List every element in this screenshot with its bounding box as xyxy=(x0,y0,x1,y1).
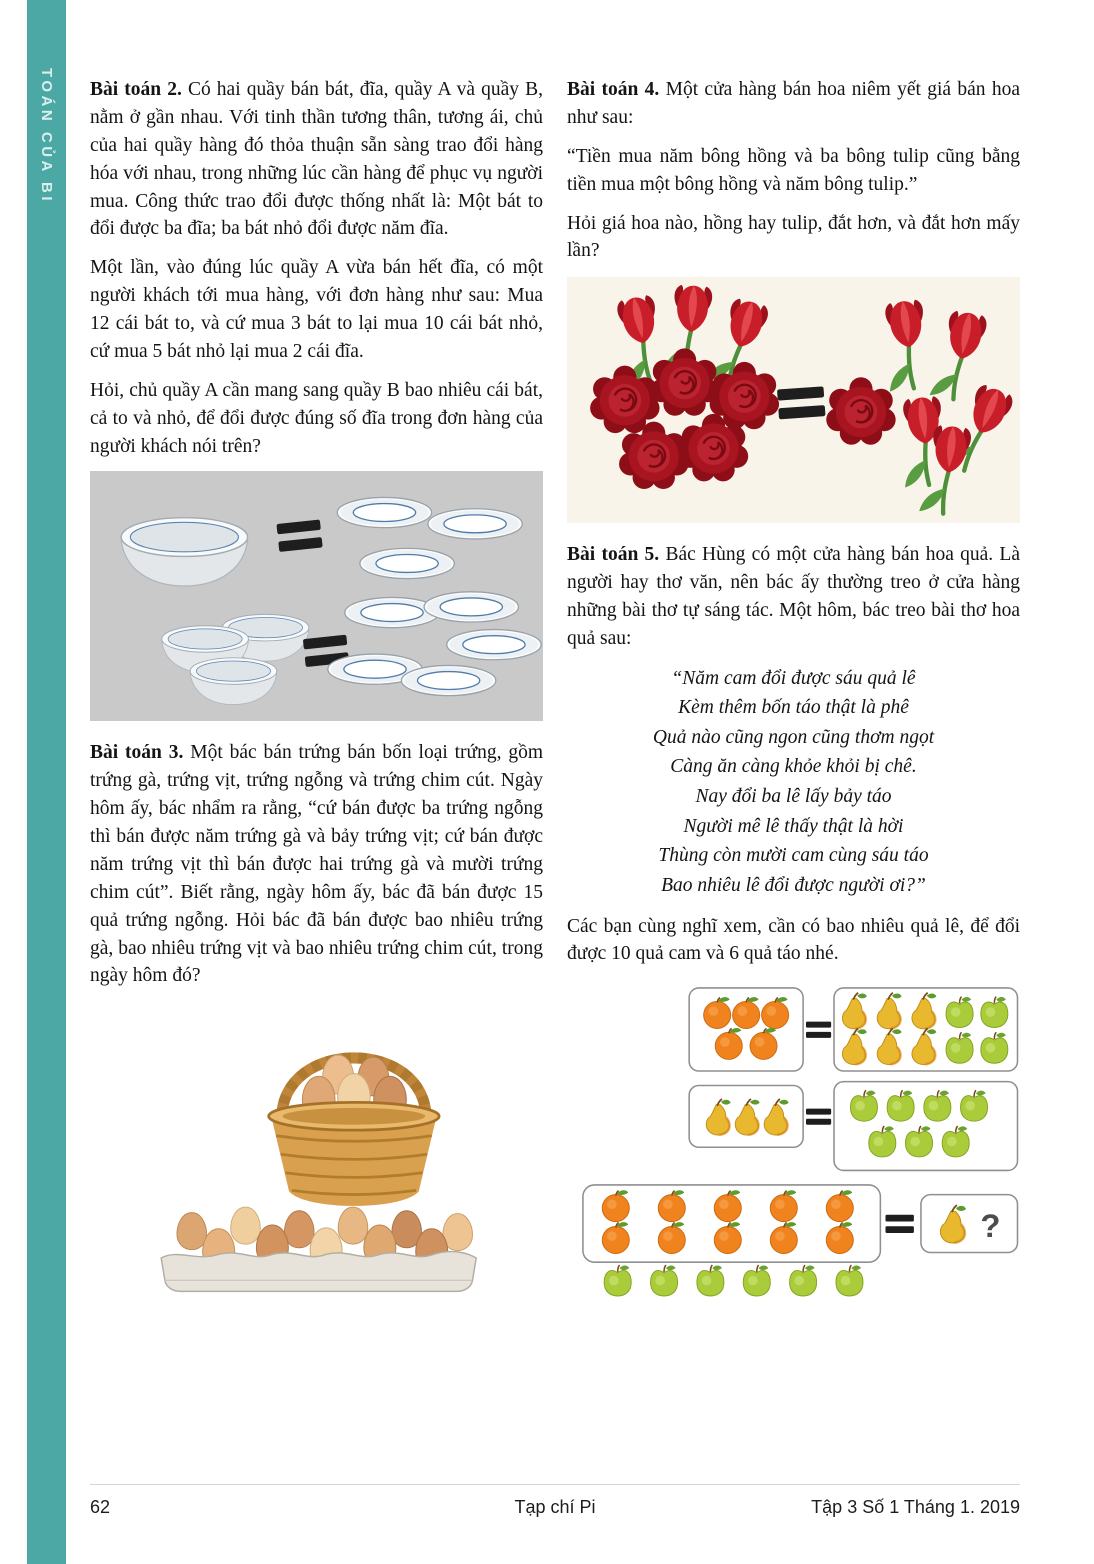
plate-icon xyxy=(360,549,454,579)
apple-icon xyxy=(836,1265,863,1296)
eggs-figure xyxy=(90,1006,543,1298)
problem-4-text-1: Một cửa hàng bán hoa niêm yết giá bán hoa như sau: xyxy=(567,79,1021,128)
egg-icon xyxy=(338,1207,368,1244)
left-column xyxy=(90,76,543,1310)
plate-icon xyxy=(337,498,431,528)
apple-icon xyxy=(696,1265,723,1296)
flowers-figure xyxy=(567,277,1020,523)
poem-line: Bao nhiêu lê đổi được người ơi?” xyxy=(661,874,926,896)
apple-icon xyxy=(604,1265,631,1296)
poem-line: Thùng còn mười cam cùng sáu táo xyxy=(658,845,929,867)
egg-icon xyxy=(284,1211,314,1248)
problem-3-label: Bài toán 3. xyxy=(90,742,184,764)
plate-icon xyxy=(428,509,522,539)
page-footer xyxy=(90,1484,1020,1518)
problem-3-text-1: Một bác bán trứng bán bốn loại trứng, gồm trứng gà, trứng vịt, trứng ngỗng và trứng chim cút. Ngày hôm ấy, bác nhẩm ra rằng, “cứ bán được ba trứng ngỗng thì bán được năm trứng gà và bảy trứng vịt; cứ bán được năm trứng vịt thì bán được hai trứng gà và mười trứng chim cút”. Biết rằng, ngày hôm ấy, bác đã bán được 15 quả trứng ngỗng. Hỏi bác đã bán được bao nhiêu trứng gà, bao nhiêu trứng vịt và bao nhiêu trứng chim cút, trong ngày hôm đó? xyxy=(90,742,544,987)
problem-2-text-1: Có hai quầy bán bát, đĩa, quầy A và quầy B, nằm ở gần nhau. Với tinh thần tương thân, tương ái, chủ của hai quầy hàng đó thỏa thuận sẵn sàng trao đổi hàng hóa với nhau, trong những lúc cần hàng để phục vụ người mua. Công thức trao đổi được thống nhất là: Một bát to đổi được ba đĩa; ba bát nhỏ đổi được năm đĩa. xyxy=(90,79,544,240)
apple-icon xyxy=(743,1265,770,1296)
problem-4-label: Bài toán 4. xyxy=(567,79,660,100)
fruit-poem xyxy=(567,664,1020,901)
page-content xyxy=(90,76,1020,1310)
spine-title: TOÁN CỦA BI xyxy=(38,68,55,204)
apple-icon xyxy=(789,1265,816,1296)
plate-icon xyxy=(401,666,495,696)
problem-4-paragraph-3: Hỏi giá hoa nào, hồng hay tulip, đắt hơn, và đắt hơn mấy lần? xyxy=(567,212,1020,262)
poem-line: Nay đổi ba lê lấy bảy táo xyxy=(695,786,892,808)
basket-rim-inner xyxy=(282,1108,425,1125)
problem-4-paragraph-2: “Tiền mua năm bông hồng và ba bông tulip cũng bằng tiền mua một bông hồng và năm bông tulip.” xyxy=(567,145,1020,195)
plate-icon xyxy=(424,592,518,622)
problem-5-text-1: Bác Hùng có một cửa hàng bán hoa quả. Là người hay thơ văn, nên bác ấy thường treo ở cửa hàng những bài thơ tự sáng tác. Một hôm, bác treo bài thơ hoa quả sau: xyxy=(567,544,1020,649)
bowls-plates-figure xyxy=(90,471,543,721)
egg-icon xyxy=(230,1207,260,1244)
poem-line: Quả nào cũng ngon cũng thơm ngọt xyxy=(652,726,935,748)
equals-icon xyxy=(885,1215,913,1233)
problem-5-label: Bài toán 5. xyxy=(567,544,660,566)
problem-2-paragraph-3: Hỏi, chủ quầy A cần mang sang quầy B bao nhiêu cái bát, cả to và nhỏ, để đổi được đúng số đĩa trong đơn hàng của người khách nói trên? xyxy=(90,379,543,457)
problem-5-paragraph-1 xyxy=(567,541,1020,653)
poem-line: Người mê lê thấy thật là hời xyxy=(683,815,904,837)
page-number: 62 xyxy=(90,1497,111,1517)
egg-icon xyxy=(177,1213,207,1250)
apple-icon xyxy=(650,1265,677,1296)
egg-carton-icon xyxy=(161,1252,476,1292)
problem-2-label: Bài toán 2. xyxy=(90,79,182,100)
magazine-spine xyxy=(27,0,66,1564)
equals-icon xyxy=(806,1022,831,1038)
poem-line: Kèm thêm bốn táo thật là phê xyxy=(678,697,909,719)
problem-2-paragraph-1 xyxy=(90,76,543,243)
plate-icon xyxy=(447,630,541,660)
issue-info: Tập 3 Số 1 Tháng 1. 2019 xyxy=(811,1497,1020,1517)
question-mark: ? xyxy=(980,1207,1001,1245)
poem-line: Càng ăn càng khỏe khỏi bị chê. xyxy=(670,756,917,778)
fruit-equations-figure xyxy=(567,986,1020,1310)
problem-2-paragraph-2: Một lần, vào đúng lúc quầy A vừa bán hết đĩa, có một người khách tới mua hàng, với đơn hàng như sau: Mua 12 cái bát to, và cứ mua 3 bát to lại mua 10 cái bát nhỏ, cứ mua 5 bát nhỏ lại mua 2 cái đĩa. xyxy=(90,257,543,362)
fruit-box xyxy=(921,1195,1018,1253)
poem-line: “Năm cam đổi được sáu quả lê xyxy=(671,667,916,689)
journal-name: Tạp chí Pi xyxy=(514,1497,596,1517)
plate-icon xyxy=(345,598,439,628)
equals-icon xyxy=(806,1109,831,1125)
right-column xyxy=(567,76,1020,1310)
fruit-equations-illustration xyxy=(581,986,1020,1310)
egg-basket-illustration xyxy=(113,1006,521,1293)
problem-5-paragraph-2: Các bạn cùng nghĩ xem, cần có bao nhiêu quả lê, để đổi được 10 quả cam và 6 quả táo nhé. xyxy=(567,915,1020,965)
fruit-box xyxy=(834,1082,1017,1171)
bowls-plates-illustration xyxy=(90,471,543,721)
problem-4-paragraph-1 xyxy=(567,76,1020,132)
problem-3-paragraph-1 xyxy=(90,739,543,990)
roses-tulips-illustration xyxy=(567,277,1020,523)
